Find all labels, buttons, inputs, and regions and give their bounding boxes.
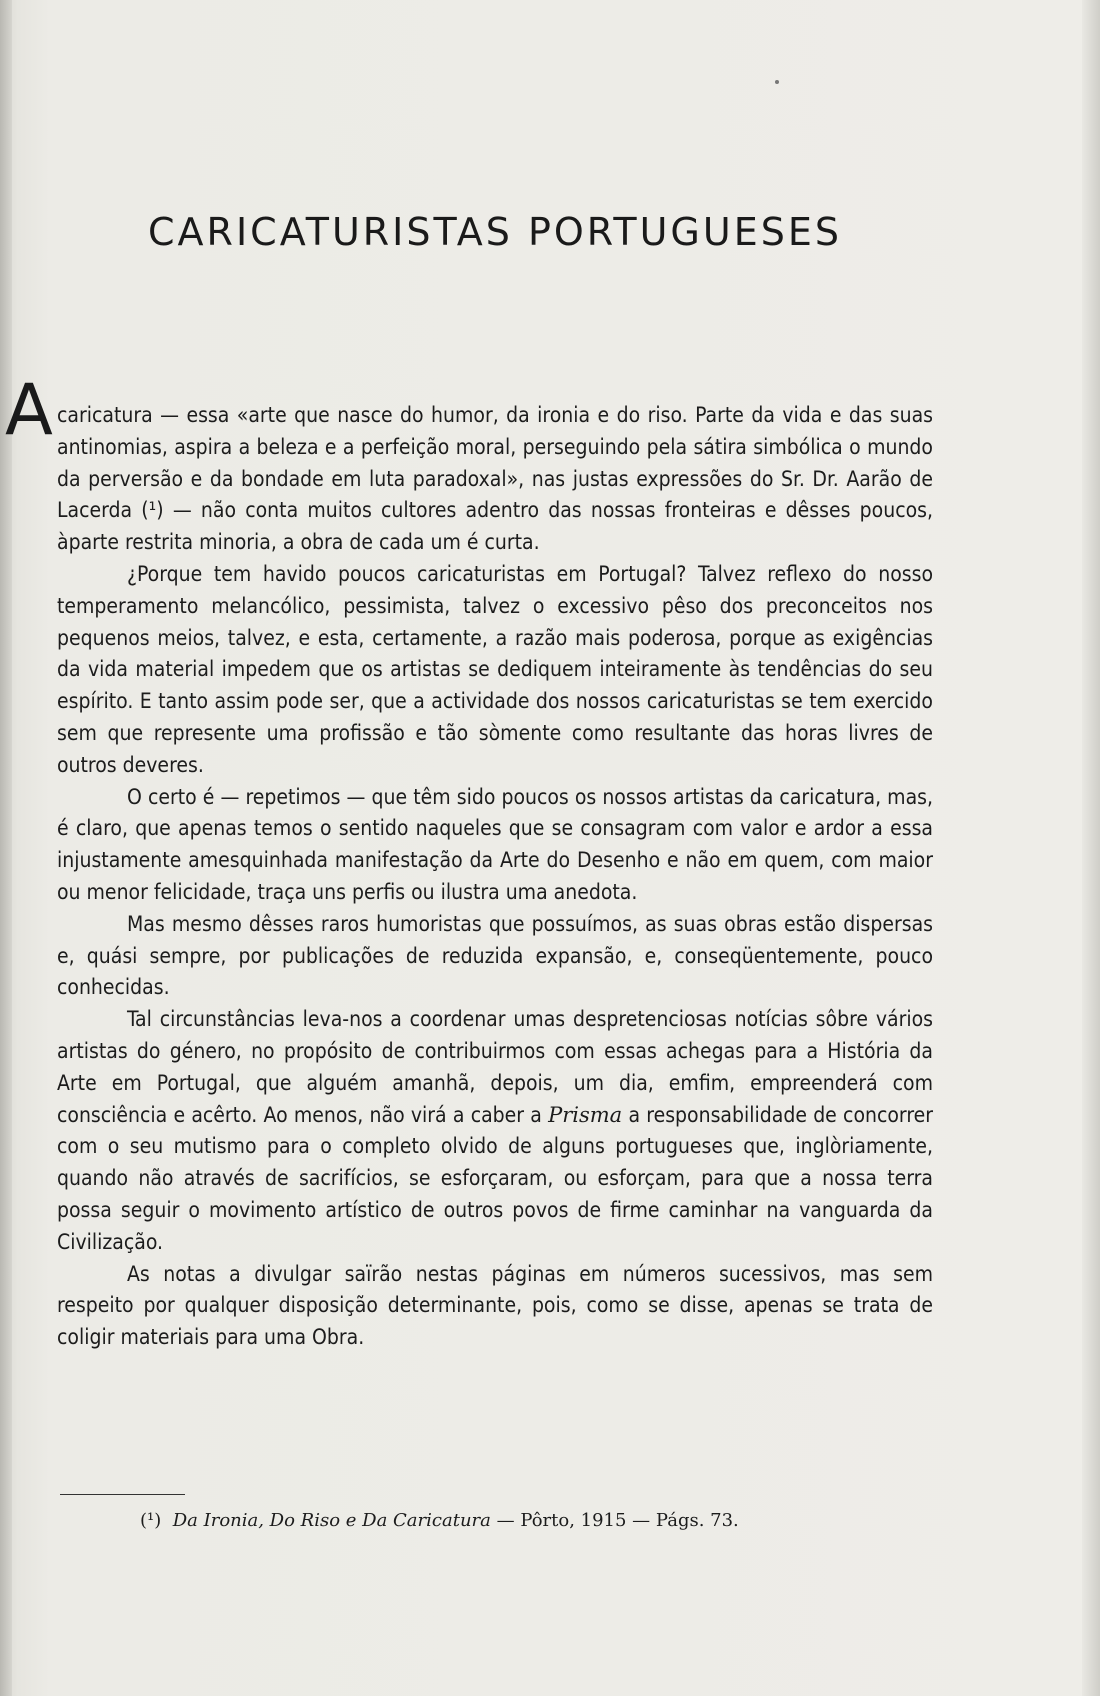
paragraph-2: ¿Porque tem havido poucos caricaturistas em Portugal? Talvez reflexo do nosso temperamento melancólico, pessimista, talvez o excessivo pêso dos preconceitos nos pequenos meios, talvez, e esta, certamente, a razão mais poderosa, porque as exigências da vida material impedem que os artistas se dediquem inteiramente às tendências do seu espírito. E tanto assim pode ser, que a actividade dos nossos caricaturistas se tem exercido sem que represente uma profissão e tão sòmente como resultante das horas livres de outros deveres. xyxy=(57,561,933,777)
footnote-work-title: Da Ironia, Do Riso e Da Caricatura xyxy=(172,1510,491,1531)
ink-speck xyxy=(775,80,779,84)
page-left-edge xyxy=(0,0,12,1696)
paragraph-5 xyxy=(57,1004,933,1258)
paragraph-5-text-a: Tal circunstâncias leva-nos a coordenar umas despretenciosas notícias sôbre vários artistas do género, no propósito de contribuirmos com essas achegas para a História da Arte em Portugal, que alguém amanhã, depois, um dia, emfim, empreenderá com consciência e acêrto. Ao menos, não virá a caber a xyxy=(57,1007,933,1127)
paragraph-4: Mas mesmo dêsses raros humoristas que possuímos, as suas obras estão dispersas e, quási sempre, por publicações de reduzida expansão, e, conseqüentemente, pouco conhecidas. xyxy=(57,911,933,1000)
page-title: CARICATURISTAS PORTUGUESES xyxy=(148,210,842,254)
magazine-name: Prisma xyxy=(548,1102,623,1127)
paragraph-6: As notas a divulgar saïrão nestas páginas em números sucessivos, mas sem respeito por qualquer disposição determinante, pois, como se disse, apenas se trata de coligir materiais para uma Obra. xyxy=(57,1261,933,1350)
page-right-edge xyxy=(1082,0,1100,1696)
paragraph-3: O certo é — repetimos — que têm sido poucos os nossos artistas da caricatura, mas, é claro, que apenas temos o sentido naqueles que se consagram com valor e ardor a essa injustamente amesquinhada manifestação da Arte do Desenho e não em quem, com maior ou menor felicidade, traça uns perfis ou ilustra uma anedota. xyxy=(57,784,933,904)
paragraph-1: caricatura — essa «arte que nasce do humor, da ironia e do riso. Parte da vida e das suas antinomias, aspira a beleza e a perfeição moral, perseguindo pela sátira simbólica o mundo da perversão e da bondade em luta paradoxal», nas justas expressões do Sr. Dr. Aarão de Lacerda (¹) — não conta muitos cultores adentro das nossas fronteiras e dêsses poucos, àparte restrita minoria, a obra de cada um é curta. xyxy=(57,403,933,555)
paragraph-5-text-b: a responsabilidade de concorrer com o seu mutismo para o completo olvido de alguns portugueses que, inglòriamente, quando não através de sacrifícios, se esforçaram, ou esforçam, para que a nossa terra possa seguir o movimento artístico de outros povos de firme caminhar na vanguarda da Civilização. xyxy=(57,1102,934,1254)
footnote-rule xyxy=(60,1494,185,1495)
drop-cap: A xyxy=(5,369,53,451)
footnote-marker: (¹) xyxy=(140,1510,162,1531)
article-body xyxy=(57,400,933,1354)
footnote-details: — Pôrto, 1915 — Págs. 73. xyxy=(490,1510,739,1531)
footnote xyxy=(140,1510,940,1531)
